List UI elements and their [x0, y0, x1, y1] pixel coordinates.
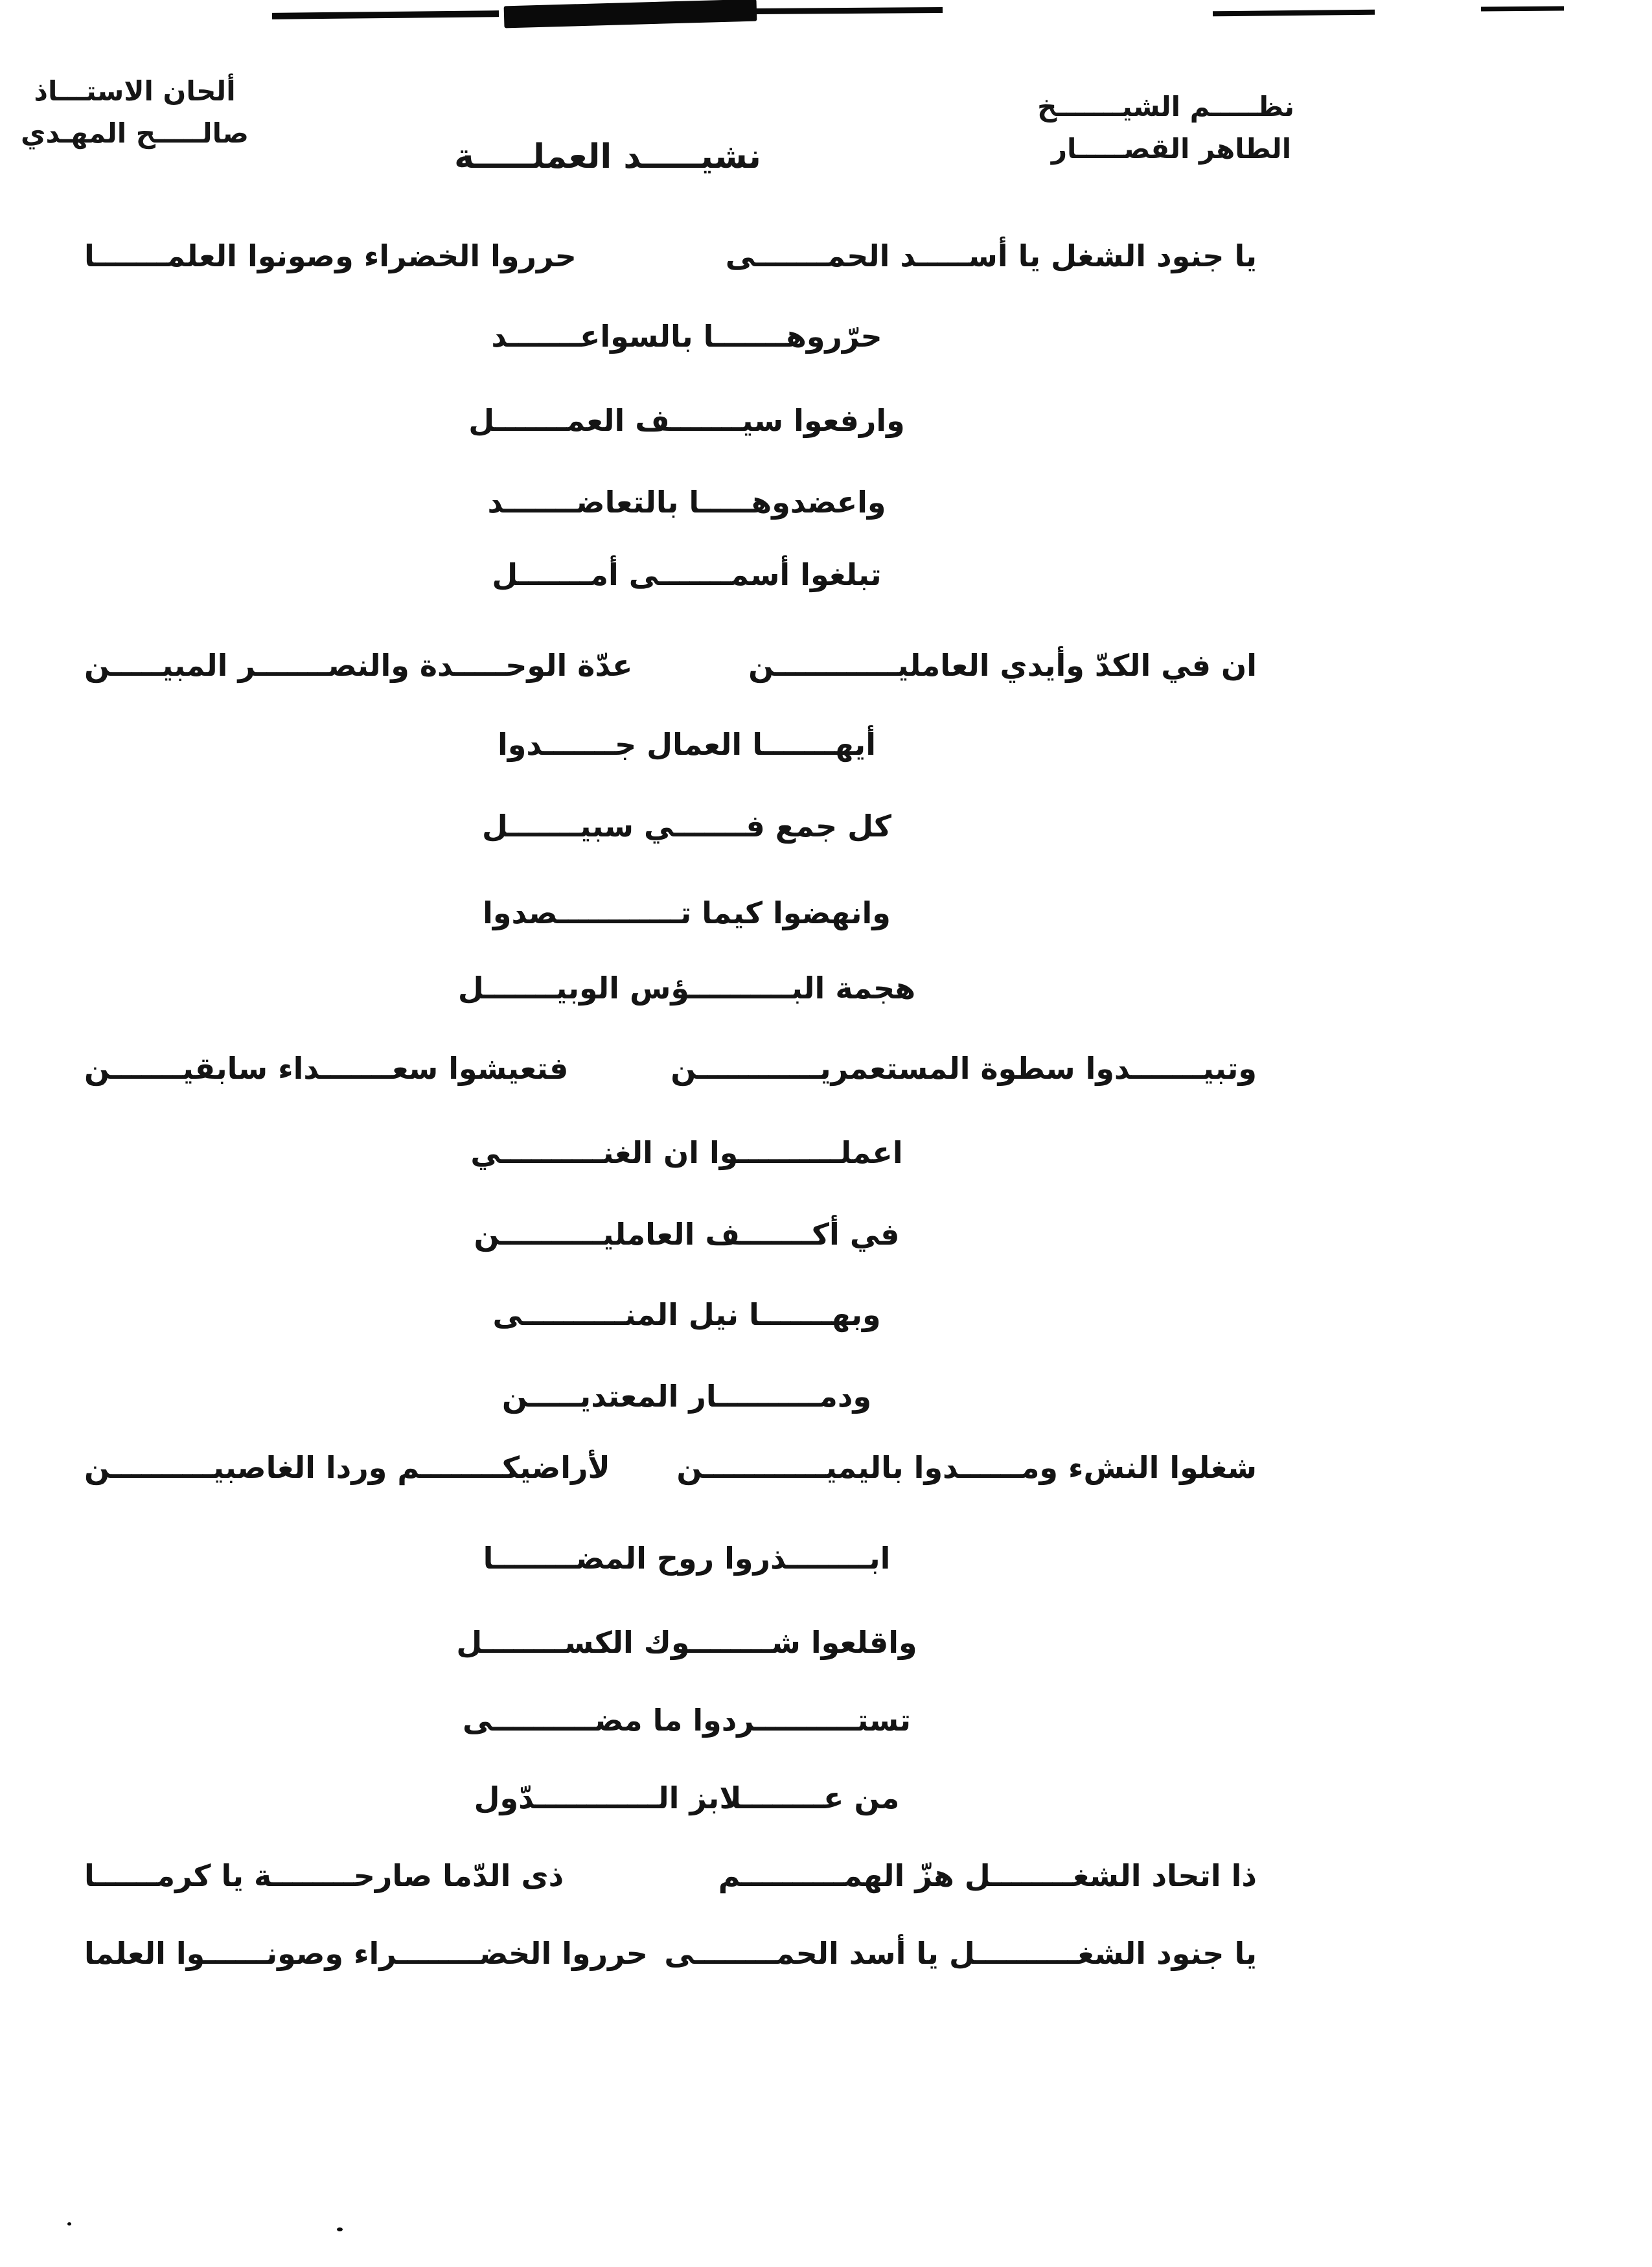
lyricist-credit-line1: نظـــــم الشيـــــــخ	[1037, 91, 1294, 122]
hemistich-right: وتبيـــــــدوا سطوة المستعمريــــــــــــن	[671, 1051, 1257, 1086]
hemistich-left: لأراضيكــــــــم وردا الغاصبيــــــــــن	[84, 1450, 610, 1485]
scan-artifact	[504, 0, 757, 28]
poem-line-10: هجمة البــــــــــؤس الوبيـــــــل	[457, 971, 916, 1006]
poem-line-19: تستــــــــــردوا ما مضــــــــــى	[462, 1703, 912, 1738]
poem-line-20: من عــــــــلابز الــــــــــــدّول	[474, 1780, 900, 1815]
hemistich-left: ذى الدّما صارحــــــــة يا كرمــــــا	[84, 1858, 564, 1893]
page-title: نشيـــــد العملـــــة	[454, 137, 761, 176]
poem-line-18: واقلعوا شــــــــوك الكســــــــل	[456, 1625, 917, 1660]
hemistich-left: فتعيشوا سعـــــــداء سابقيـــــــن	[84, 1051, 569, 1086]
scan-artifact	[337, 2227, 343, 2231]
scan-artifact	[755, 7, 943, 14]
hemistich-right: ان في الكدّ وأيدي العامليــــــــــــن	[748, 648, 1257, 683]
hemistich-right: يا جنود الشغل يا أســـــد الحمـــــــى	[725, 238, 1257, 273]
poem-line-17: ابــــــــذروا روح المضــــــــا	[483, 1541, 891, 1576]
scan-artifact	[1481, 6, 1564, 12]
composer-credit-line1: ألحان الاستـــاذ	[34, 75, 236, 107]
poem-line-4: واعضدوهـــــا بالتعاضـــــــد	[487, 485, 886, 520]
scan-artifact	[67, 2222, 71, 2226]
poem-line-3: وارفعوا سيـــــــف العمـــــــل	[468, 403, 905, 438]
poem-line-11	[84, 1051, 1257, 1086]
poem-line-9: وانهضوا كيما تــــــــــــصدوا	[483, 895, 891, 930]
poem-line-12: اعملــــــــــوا ان الغنــــــــــي	[470, 1135, 903, 1170]
poem-line-15: ودمــــــــــار المعتديـــــن	[501, 1379, 872, 1414]
hemistich-right: يا جنود الشغــــــــــل يا أسد الحمــــــــى	[664, 1936, 1257, 1971]
poem-line-22	[84, 1936, 1257, 1971]
lyricist-credit-line2: الطاهر القصـــــار	[1051, 133, 1292, 165]
poem-line-21	[84, 1858, 1257, 1893]
hemistich-right: ذا اتحاد الشغــــــــل هزّ الهمــــــــــم	[718, 1858, 1257, 1893]
hemistich-left: حرروا الخضــــــــراء وصونــــــوا العلما	[84, 1936, 648, 1971]
poem-line-14: وبهـــــــا نيل المنــــــــــى	[492, 1297, 881, 1332]
composer-credit	[12, 70, 258, 154]
poem-line-13: في أكـــــــف العامليــــــــــن	[474, 1217, 900, 1252]
poem-line-8: كل جمع فـــــــي سبيـــــــل	[482, 809, 891, 844]
poem-line-7: أيهـــــــا العمال جـــــــدوا	[498, 727, 876, 762]
poem-line-16	[84, 1450, 1257, 1485]
lyricist-credit	[1037, 86, 1294, 170]
poem-line-2: حرّروهـــــــا بالسواعـــــــد	[491, 319, 882, 354]
poem-line-5: تبلغوا أسمـــــــى أمـــــــل	[492, 557, 882, 592]
hemistich-left: حرروا الخضراء وصونوا العلمـــــــا	[84, 238, 577, 273]
composer-credit-line2: صالـــــح المهـدي	[21, 117, 249, 150]
scan-artifact	[1213, 10, 1375, 17]
hemistich-right: شغلوا النشء ومــــــدوا باليميــــــــــــن	[676, 1450, 1257, 1485]
hemistich-left: عدّة الوحـــــدة والنصـــــــر المبيـــــن	[84, 648, 633, 683]
poem-line-6	[84, 648, 1257, 683]
poem-line-1	[84, 238, 1257, 273]
scan-artifact	[272, 10, 499, 19]
